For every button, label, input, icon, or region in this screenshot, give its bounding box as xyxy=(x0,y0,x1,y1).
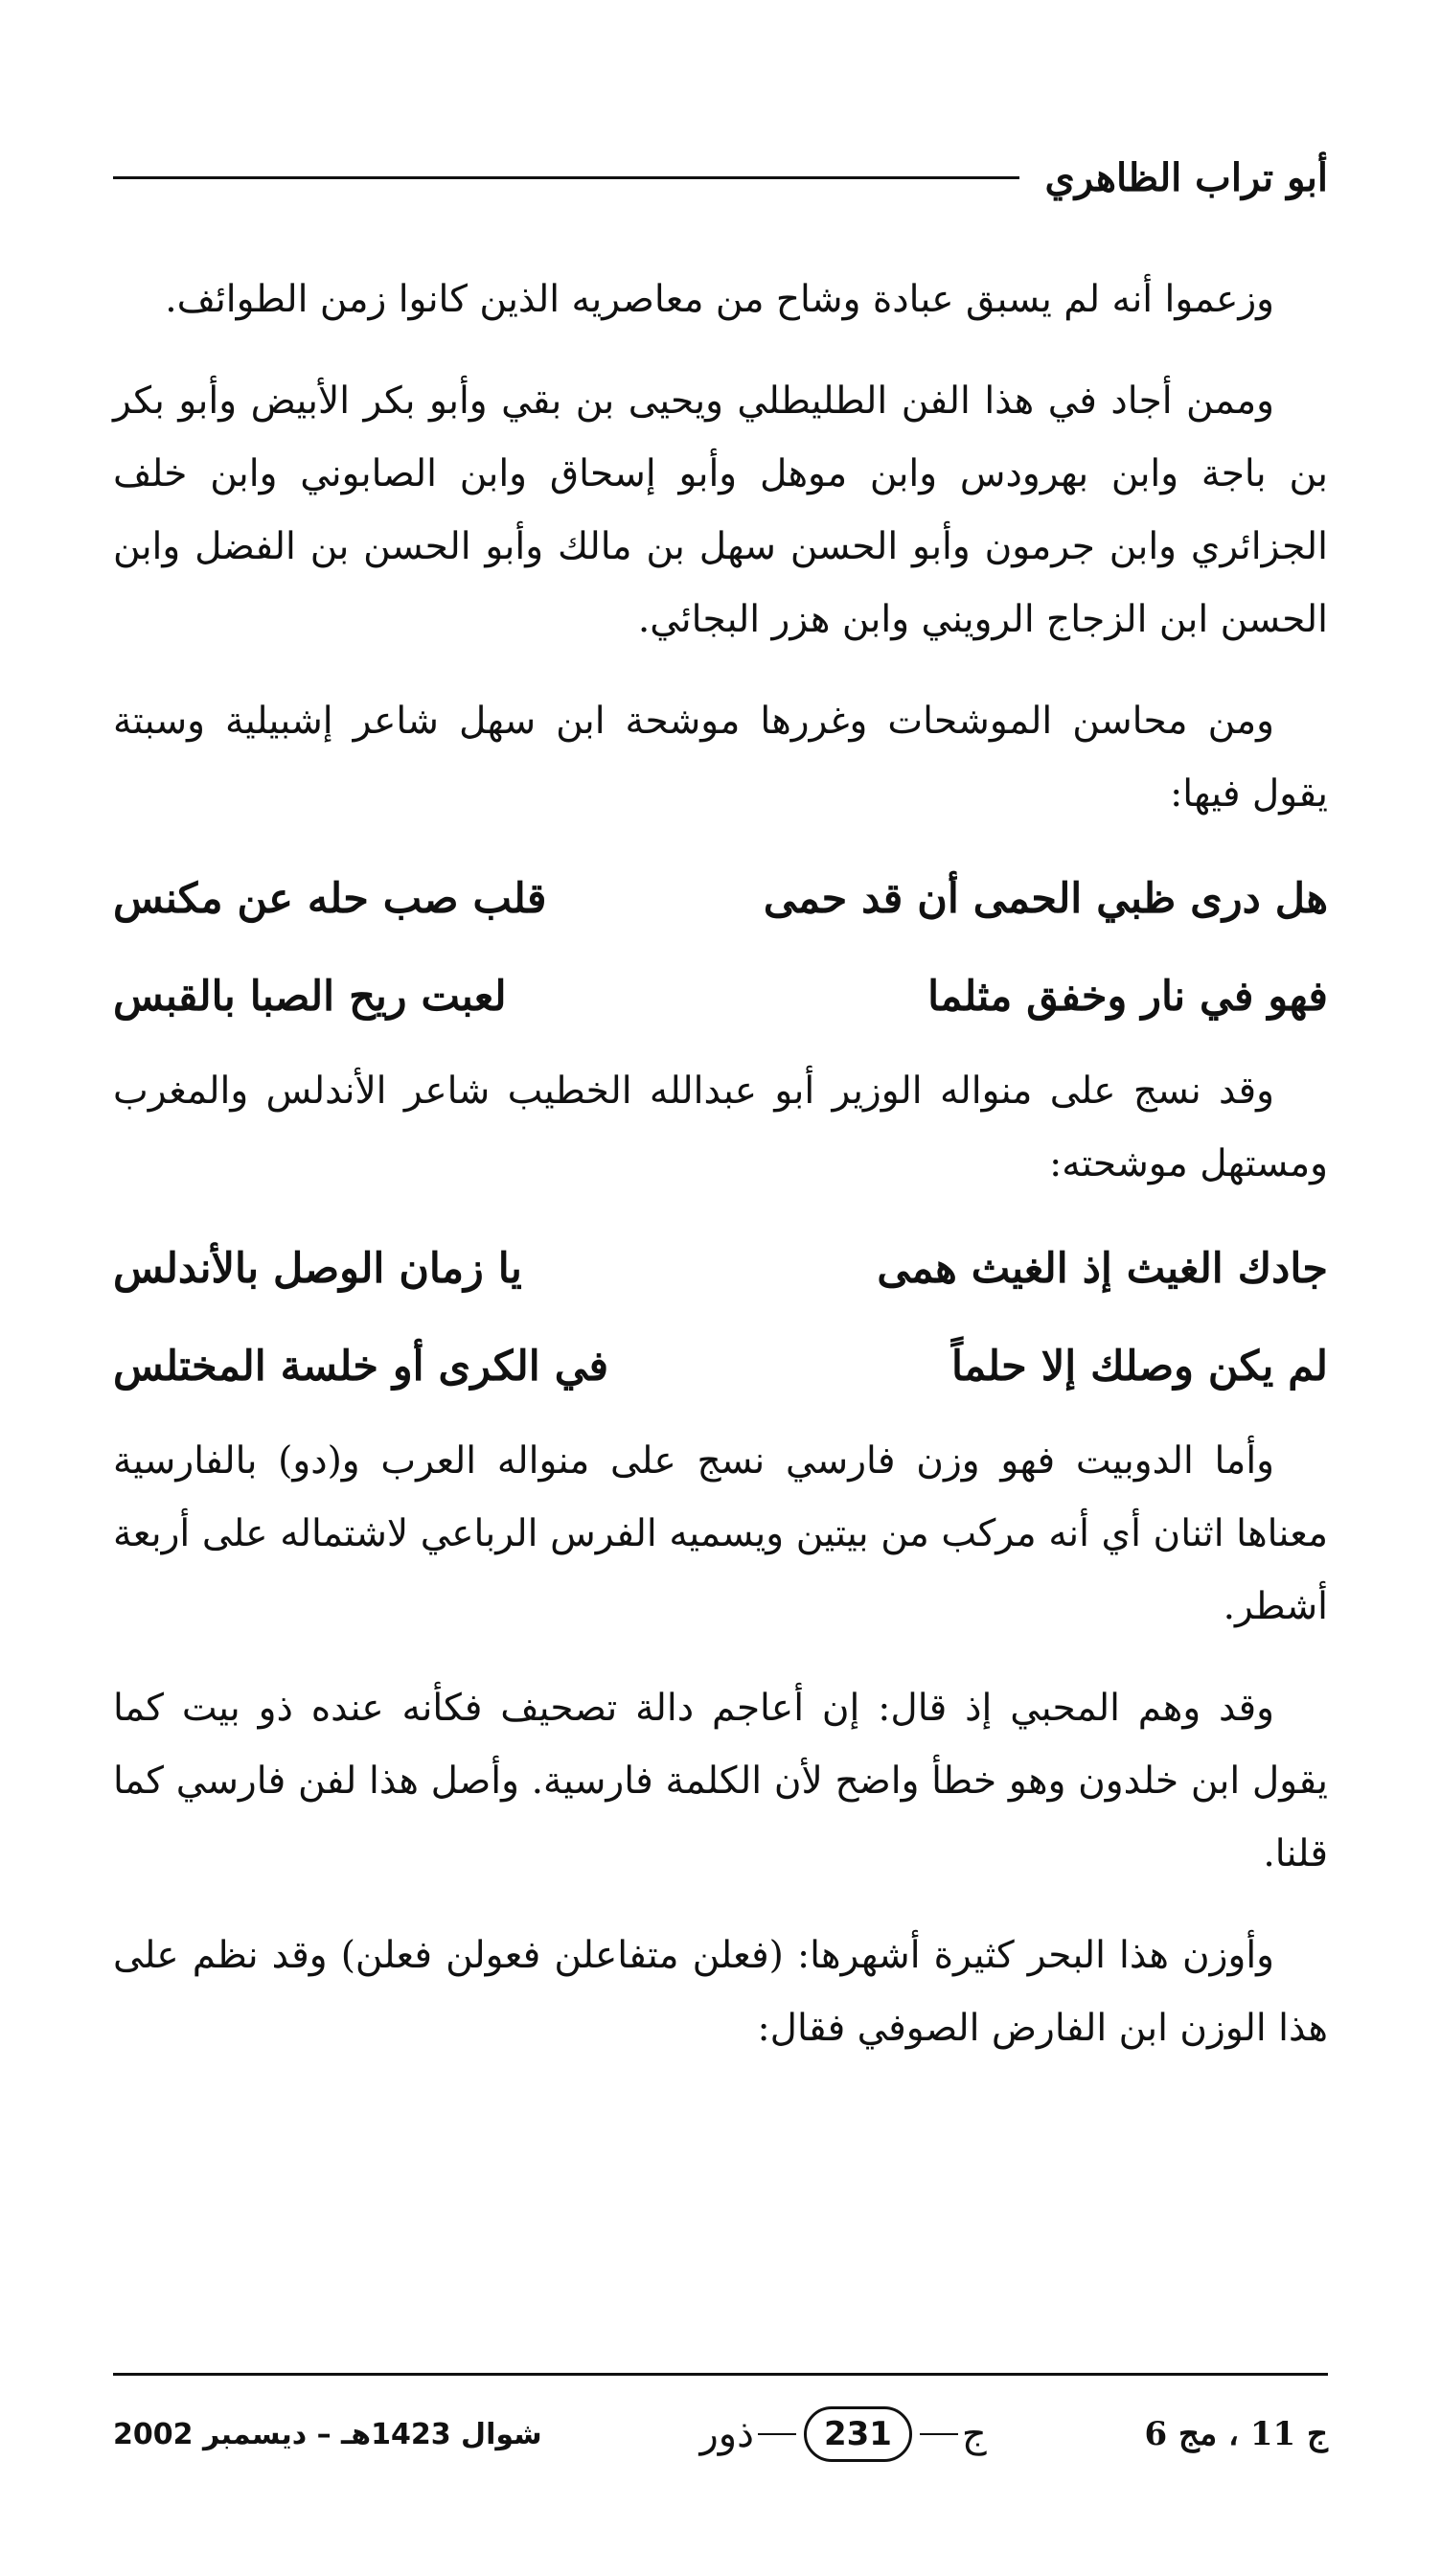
verse-line xyxy=(113,1230,1328,1308)
verse-hemistich-first: لم يكن وصلك إلا حلماً xyxy=(950,1343,1328,1391)
paragraph: وأوزن هذا البحر كثيرة أشهرها: (فعلن متفاعلن فعولن فعلن) وقد نظم على هذا الوزن ابن الفارض الصوفي فقال: xyxy=(113,1934,1328,2050)
page-number: 231 xyxy=(804,2406,912,2462)
journal-letter-right: ج xyxy=(961,2412,987,2456)
issue-date: شوال 1423هـ – ديسمبر 2002 xyxy=(113,2417,542,2451)
journal-letters-left: ذور xyxy=(699,2412,754,2456)
paragraph: وممن أجاد في هذا الفن الطليطلي ويحيى بن بقي وأبو بكر الأبيض وأبو بكر بن باجة وابن بهرودس وابن موهل وأبو إسحاق وابن الصابوني وابن خلف الجزائري وابن جرمون وأبو الحسن سهل بن مالك وأبو الحسن بن الفضل وابن الحسن ابن الزجاج الرويني وابن هزر البجائي. xyxy=(113,380,1328,641)
paragraph: وقد وهم المحبي إذ قال: إن أعاجم دالة تصحيف فكأنه عنده ذو بيت كما يقول ابن خلدون وهو خطأ واضح لأن الكلمة فارسية. وأصل هذا لفن فارسي كما قلنا. xyxy=(113,1687,1328,1875)
verse-hemistich-second: لعبت ريح الصبا بالقبس xyxy=(113,973,507,1021)
verse-hemistich-first: هل درى ظبي الحمى أن قد حمى xyxy=(763,875,1328,923)
page-footer xyxy=(113,2396,1328,2472)
author-name: أبو تراب الظاهري xyxy=(1044,154,1328,200)
header-rule xyxy=(113,176,1019,179)
paragraph: وقد نسج على منواله الوزير أبو عبدالله الخطيب شاعر الأندلس والمغرب ومستهل موشحته: xyxy=(113,1070,1328,1185)
logo-line-icon xyxy=(758,2433,796,2435)
logo-line-icon xyxy=(920,2433,958,2435)
verse-hemistich-first: فهو في نار وخفق مثلما xyxy=(927,973,1328,1021)
verse-hemistich-second: في الكرى أو خلسة المختلس xyxy=(113,1343,609,1391)
journal-logo xyxy=(699,2406,986,2462)
verse-hemistich-second: يا زمان الوصل بالأندلس xyxy=(113,1245,522,1293)
footer-rule xyxy=(113,2373,1328,2376)
verse-line xyxy=(113,860,1328,938)
page-body xyxy=(113,264,1328,2094)
paragraph: وأما الدوبيت فهو وزن فارسي نسج على منواله العرب و(دو) بالفارسية معناها اثنان أي أنه مركب من بيتين ويسميه الفرس الرباعي لاشتماله على أربعة أشطر. xyxy=(113,1439,1328,1628)
verse-line xyxy=(113,957,1328,1036)
volume-label: ج 11 ، مج 6 xyxy=(1144,2415,1328,2453)
paragraph: ومن محاسن الموشحات وغررها موشحة ابن سهل شاعر إشبيلية وسبتة يقول فيها: xyxy=(113,700,1328,816)
verse-line xyxy=(113,1327,1328,1406)
paragraph: وزعموا أنه لم يسبق عبادة وشاح من معاصريه الذين كانوا زمن الطوائف. xyxy=(165,278,1274,321)
running-header xyxy=(113,144,1328,211)
verse-hemistich-second: قلب صب حله عن مكنس xyxy=(113,875,547,923)
verse-hemistich-first: جادك الغيث إذ الغيث همى xyxy=(877,1245,1328,1293)
